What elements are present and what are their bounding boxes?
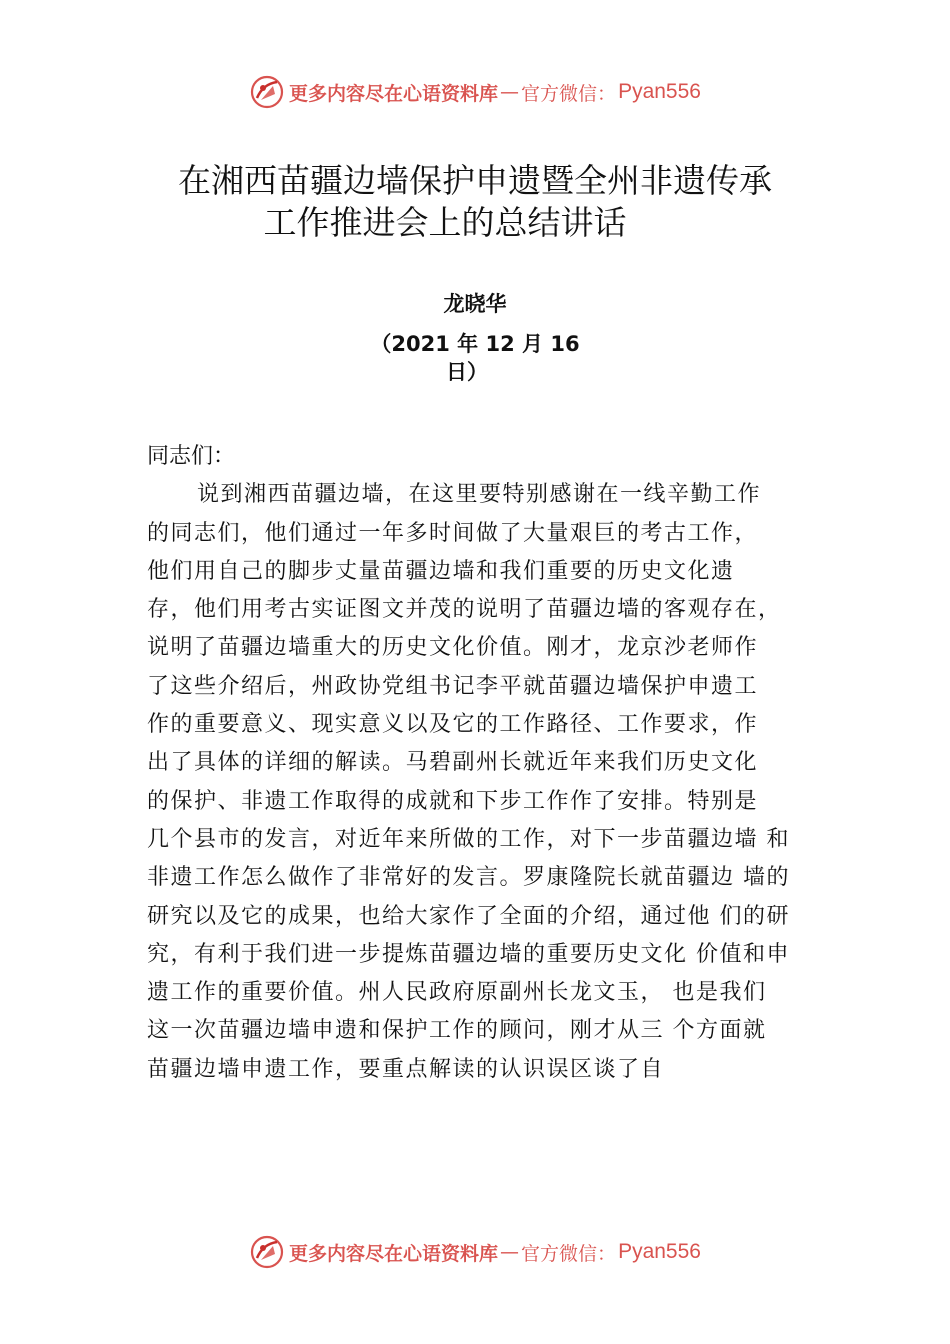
watermark-official: 官方微信：: [521, 1242, 617, 1265]
watermark-separator: —: [500, 1241, 520, 1263]
body-line: 遗工作的重要价值。州人民政府原副州长龙文玉， 也是我们: [147, 980, 767, 1006]
body-line: 研究以及它的成果，也给大家作了全面的介绍，通过他 们的研: [147, 903, 790, 929]
watermark-banner-top: [0, 72, 950, 112]
speech-date: [0, 330, 950, 386]
date-line-2: 日）: [446, 360, 488, 384]
document-body: [147, 438, 837, 1089]
body-line: 存，他们用考古实证图文并茂的说明了苗疆边墙的客观存在，: [147, 597, 782, 623]
body-line: 说明了苗疆边墙重大的历史文化价值。刚才，龙京沙老师作: [147, 635, 759, 661]
watermark-banner-bottom: [0, 1232, 950, 1272]
date-line-1: （2021 年 12 月 16: [370, 332, 580, 356]
body-line: 非遗工作怎么做作了非常好的发言。罗康隆院长就苗疆边 墙的: [147, 865, 790, 891]
body-line: 的保护、非遗工作取得的成就和下步工作作了安排。特别是: [147, 788, 759, 814]
body-line: 作的重要意义、现实意义以及它的工作路径、工作要求，作: [147, 712, 759, 738]
watermark-brand: 更多内容尽在心语资料库: [289, 1242, 499, 1265]
title-line-2: 工作推进会上的总结讲话: [263, 203, 627, 242]
body-line: 这一次苗疆边墙申遗和保护工作的顾问，刚才从三 个方面就: [147, 1018, 767, 1044]
logo-icon: [249, 1234, 285, 1270]
body-line: 的同志们，他们通过一年多时间做了大量艰巨的考古工作，: [147, 520, 759, 546]
watermark-wechat-id: Pyan556: [618, 1240, 701, 1263]
watermark-official: 官方微信：: [521, 82, 617, 105]
body-line: 他们用自己的脚步丈量苗疆边墙和我们重要的历史文化遗: [147, 558, 735, 584]
body-line: 苗疆边墙申遗工作，要重点解读的认识误区谈了自: [147, 1056, 665, 1082]
author-name: 龙晓华: [443, 292, 507, 316]
salutation: 同志们：: [147, 444, 236, 469]
body-line: 出了具体的详细的解读。马碧副州长就近年来我们历史文化: [147, 750, 759, 776]
title-line-1: 在湘西苗疆边墙保护申遗暨全州非遗传承: [178, 161, 772, 200]
watermark-wechat-id: Pyan556: [618, 80, 701, 103]
body-line: 了这些介绍后，州政协党组书记李平就苗疆边墙保护申遗工: [147, 673, 759, 699]
watermark-brand: 更多内容尽在心语资料库: [289, 82, 499, 105]
body-line: 几个县市的发言，对近年来所做的工作，对下一步苗疆边墙 和: [147, 826, 790, 852]
document-title: [0, 160, 950, 244]
body-line: 究，有利于我们进一步提炼苗疆边墙的重要历史文化 价值和申: [147, 941, 790, 967]
watermark-separator: —: [500, 81, 520, 103]
logo-icon: [249, 74, 285, 110]
body-line: 说到湘西苗疆边墙，在这里要特别感谢在一线辛勤工作: [197, 482, 762, 508]
